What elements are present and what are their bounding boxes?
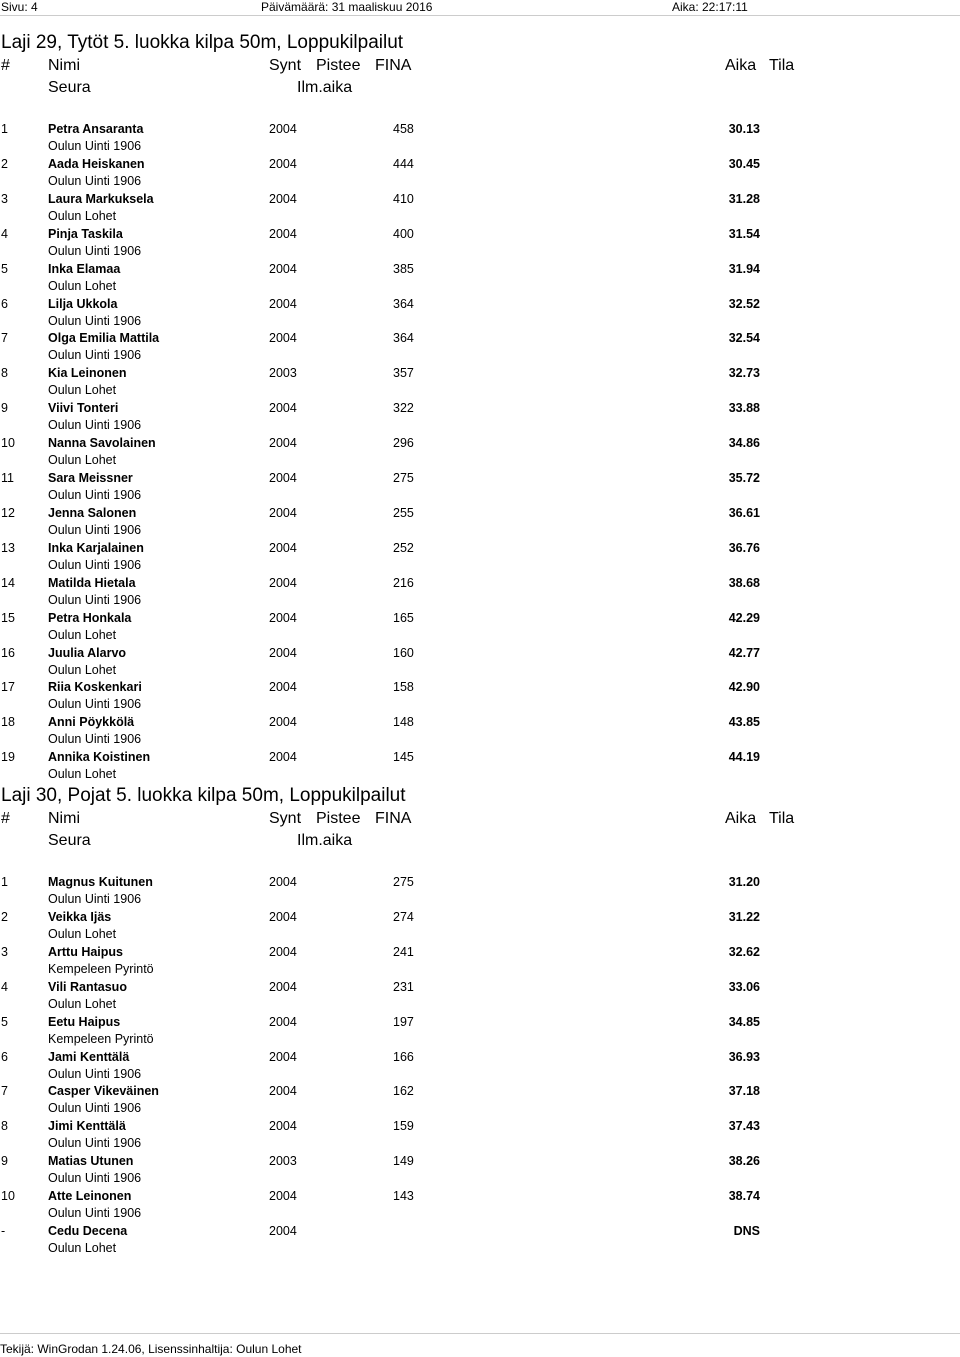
result-time: 42.29 — [728, 610, 760, 625]
club-name: Oulun Uinti 1906 — [48, 522, 142, 537]
col-yob: Synt — [269, 810, 302, 827]
result-rank: - — [1, 1224, 6, 1238]
col-fina: FINA — [375, 810, 412, 827]
fina-points: 165 — [393, 610, 414, 625]
result-rank: 1 — [1, 122, 8, 136]
club-name: Oulun Lohet — [48, 208, 117, 223]
result-time: 33.06 — [728, 979, 760, 994]
result-rank: 2 — [1, 909, 8, 924]
fina-points: 275 — [393, 875, 414, 889]
birth-year: 2004 — [269, 575, 297, 590]
birth-year: 2004 — [269, 875, 297, 889]
result-row — [0, 1050, 960, 1085]
result-rank: 3 — [1, 191, 8, 206]
result-time: 32.52 — [728, 296, 760, 311]
swimmer-name: Matilda Hietala — [48, 575, 136, 590]
result-row — [0, 1189, 960, 1224]
col-time: Aika — [725, 810, 757, 827]
result-rank: 7 — [1, 1084, 8, 1099]
result-time: 36.93 — [728, 1049, 760, 1064]
birth-year: 2004 — [269, 331, 297, 346]
result-row — [0, 366, 960, 401]
result-row — [0, 875, 960, 910]
result-row — [0, 1119, 960, 1154]
birth-year: 2004 — [269, 1224, 297, 1238]
header-divider — [0, 15, 960, 16]
club-name: Oulun Uinti 1906 — [48, 732, 142, 747]
fina-points: 364 — [393, 296, 414, 311]
club-name: Oulun Uinti 1906 — [48, 557, 142, 572]
fina-points: 162 — [393, 1084, 414, 1099]
result-rank: 7 — [1, 331, 8, 346]
result-row — [0, 611, 960, 646]
swimmer-name: Sara Meissner — [48, 471, 133, 485]
fina-points: 275 — [393, 471, 414, 485]
result-rank: 5 — [1, 1014, 8, 1029]
swimmer-name: Annika Koistinen — [48, 750, 151, 765]
result-row — [0, 471, 960, 506]
club-name: Oulun Uinti 1906 — [48, 697, 142, 712]
result-time: 30.45 — [728, 156, 760, 171]
result-time: 44.19 — [728, 750, 760, 765]
birth-year: 2004 — [269, 191, 297, 206]
result-time: 32.62 — [728, 944, 760, 959]
club-name: Oulun Lohet — [48, 453, 117, 468]
result-rank: 12 — [1, 505, 15, 520]
footer-divider — [0, 1333, 960, 1334]
fina-points: 158 — [393, 680, 414, 695]
result-rank: 14 — [1, 575, 15, 590]
col-yob: Synt — [269, 57, 302, 74]
swimmer-name: Kia Leinonen — [48, 366, 127, 381]
result-row — [0, 157, 960, 192]
result-row — [0, 715, 960, 750]
birth-year: 2004 — [269, 750, 297, 765]
fina-points: 274 — [393, 909, 414, 924]
col-club: Seura — [48, 79, 91, 96]
swimmer-name: Inka Elamaa — [48, 261, 121, 276]
col-club: Seura — [48, 832, 91, 849]
result-row — [0, 646, 960, 681]
result-row — [0, 576, 960, 611]
birth-year: 2004 — [269, 680, 297, 695]
swimmer-name: Olga Emilia Mattila — [48, 331, 160, 346]
swimmer-name: Lilja Ukkola — [48, 296, 118, 311]
swimmer-name: Cedu Decena — [48, 1224, 128, 1238]
result-time: 42.77 — [728, 645, 760, 660]
birth-year: 2004 — [269, 505, 297, 520]
col-time: Aika — [725, 57, 757, 74]
club-name: Oulun Uinti 1906 — [48, 1066, 142, 1081]
fina-points: 159 — [393, 1119, 414, 1134]
result-rank: 8 — [1, 1119, 8, 1134]
birth-year: 2003 — [269, 1154, 297, 1169]
col-rank: # — [1, 57, 10, 74]
result-row — [0, 262, 960, 297]
result-rank: 17 — [1, 680, 15, 695]
swimmer-name: Jimi Kenttälä — [48, 1119, 126, 1134]
club-name: Kempeleen Pyrintö — [48, 961, 154, 976]
result-rank: 13 — [1, 540, 15, 555]
fina-points: 252 — [393, 540, 414, 555]
birth-year: 2004 — [269, 1084, 297, 1099]
birth-year: 2004 — [269, 1049, 297, 1064]
result-time: 38.68 — [728, 575, 760, 590]
col-entry: Ilm.aika — [297, 832, 353, 849]
result-rank: 11 — [1, 471, 14, 485]
col-points: Pistee — [316, 810, 361, 827]
birth-year: 2003 — [269, 366, 297, 381]
result-row — [0, 506, 960, 541]
club-name: Oulun Uinti 1906 — [48, 173, 142, 188]
fina-points: 400 — [393, 226, 414, 241]
result-time: 42.90 — [728, 680, 760, 695]
fina-points: 385 — [393, 261, 414, 276]
footer-text: Tekijä: WinGrodan 1.24.06, Lisenssinhaltija: Oulun Lohet — [0, 1342, 302, 1356]
result-time: 43.85 — [728, 715, 760, 730]
fina-points: 143 — [393, 1189, 414, 1204]
result-rank: 6 — [1, 296, 8, 311]
club-name: Oulun Uinti 1906 — [48, 418, 142, 433]
event-title: Laji 29, Tytöt 5. luokka kilpa 50m, Loppukilpailut — [1, 32, 404, 53]
birth-year: 2004 — [269, 226, 297, 241]
club-name: Oulun Uinti 1906 — [48, 1171, 142, 1186]
club-name: Oulun Lohet — [48, 767, 117, 782]
swimmer-name: Veikka Ijäs — [48, 909, 112, 924]
fina-points: 197 — [393, 1014, 414, 1029]
fina-points: 458 — [393, 122, 414, 136]
fina-points: 322 — [393, 401, 414, 416]
fina-points: 255 — [393, 505, 414, 520]
club-name: Oulun Lohet — [48, 1241, 117, 1255]
result-rank: 4 — [1, 979, 8, 994]
birth-year: 2004 — [269, 610, 297, 625]
result-row — [0, 192, 960, 227]
birth-year: 2004 — [269, 261, 297, 276]
swimmer-name: Anni Pöykkölä — [48, 715, 135, 730]
club-name: Oulun Uinti 1906 — [48, 592, 142, 607]
club-name: Oulun Lohet — [48, 926, 117, 941]
birth-year: 2004 — [269, 122, 297, 136]
fina-points: 357 — [393, 366, 414, 381]
fina-points: 444 — [393, 156, 414, 171]
fina-points: 166 — [393, 1049, 414, 1064]
club-name: Oulun Uinti 1906 — [48, 243, 142, 258]
swimmer-name: Jami Kenttälä — [48, 1049, 130, 1064]
result-rank: 10 — [1, 1189, 15, 1204]
result-row — [0, 680, 960, 715]
swimmer-name: Nanna Savolainen — [48, 436, 156, 451]
result-row — [0, 297, 960, 332]
birth-year: 2004 — [269, 436, 297, 451]
swimmer-name: Petra Ansaranta — [48, 122, 144, 136]
result-rank: 5 — [1, 261, 8, 276]
swimmer-name: Laura Markuksela — [48, 191, 154, 206]
result-time: 38.74 — [728, 1189, 760, 1204]
result-time: 30.13 — [728, 122, 760, 136]
result-time: 34.86 — [728, 436, 760, 451]
swimmer-name: Magnus Kuitunen — [48, 875, 153, 889]
club-name: Kempeleen Pyrintö — [48, 1031, 154, 1046]
club-name: Oulun Uinti 1906 — [48, 139, 142, 153]
page-header — [0, 0, 960, 14]
result-row — [0, 945, 960, 980]
club-name: Oulun Uinti 1906 — [48, 348, 142, 363]
col-status: Tila — [769, 57, 795, 74]
result-rank: 9 — [1, 1154, 8, 1169]
fina-points: 149 — [393, 1154, 414, 1169]
birth-year: 2004 — [269, 471, 297, 485]
col-name: Nimi — [48, 57, 80, 74]
print-time: Aika: 22:17:11 — [672, 0, 748, 14]
fina-points: 145 — [393, 750, 414, 765]
club-name: Oulun Uinti 1906 — [48, 488, 142, 502]
result-time: 31.20 — [728, 875, 760, 889]
result-time: 31.94 — [728, 261, 760, 276]
club-name: Oulun Uinti 1906 — [48, 1101, 142, 1116]
birth-year: 2004 — [269, 296, 297, 311]
club-name: Oulun Lohet — [48, 627, 117, 642]
swimmer-name: Aada Heiskanen — [48, 156, 145, 171]
fina-points: 410 — [393, 191, 414, 206]
col-status: Tila — [769, 810, 795, 827]
result-row — [0, 331, 960, 366]
club-name: Oulun Uinti 1906 — [48, 313, 142, 328]
birth-year: 2004 — [269, 715, 297, 730]
swimmer-name: Casper Vikeväinen — [48, 1084, 159, 1099]
result-time: 31.54 — [728, 226, 760, 241]
result-row — [0, 436, 960, 471]
result-time: 31.28 — [728, 191, 760, 206]
col-points: Pistee — [316, 57, 361, 74]
result-row — [0, 750, 960, 785]
swimmer-name: Matias Utunen — [48, 1154, 134, 1169]
result-time: 37.18 — [728, 1084, 760, 1099]
result-rank: 2 — [1, 156, 8, 171]
result-row — [0, 122, 960, 157]
result-row — [0, 910, 960, 945]
event-title: Laji 30, Pojat 5. luokka kilpa 50m, Loppukilpailut — [1, 785, 406, 806]
col-entry: Ilm.aika — [297, 79, 353, 96]
birth-year: 2004 — [269, 540, 297, 555]
birth-year: 2004 — [269, 156, 297, 171]
birth-year: 2004 — [269, 1014, 297, 1029]
result-time: 37.43 — [728, 1119, 760, 1134]
club-name: Oulun Lohet — [48, 996, 117, 1011]
swimmer-name: Eetu Haipus — [48, 1014, 121, 1029]
fina-points: 216 — [393, 575, 414, 590]
birth-year: 2004 — [269, 979, 297, 994]
swimmer-name: Jenna Salonen — [48, 505, 137, 520]
result-time: 33.88 — [728, 401, 760, 416]
result-time: 32.54 — [728, 331, 760, 346]
result-rank: 8 — [1, 366, 8, 381]
result-row — [0, 1154, 960, 1189]
fina-points: 296 — [393, 436, 414, 451]
club-name: Oulun Lohet — [48, 278, 117, 293]
result-time: 36.61 — [728, 505, 760, 520]
birth-year: 2004 — [269, 645, 297, 660]
result-rank: 10 — [1, 436, 15, 451]
result-rank: 15 — [1, 610, 15, 625]
col-name: Nimi — [48, 810, 80, 827]
result-row — [0, 1084, 960, 1119]
birth-year: 2004 — [269, 1119, 297, 1134]
result-row — [0, 227, 960, 262]
fina-points: 231 — [393, 979, 414, 994]
birth-year: 2004 — [269, 909, 297, 924]
birth-year: 2004 — [269, 944, 297, 959]
swimmer-name: Vili Rantasuo — [48, 979, 127, 994]
result-rank: 6 — [1, 1049, 8, 1064]
swimmer-name: Arttu Haipus — [48, 944, 123, 959]
result-time: 38.26 — [728, 1154, 760, 1169]
result-rank: 19 — [1, 750, 15, 765]
result-rank: 3 — [1, 944, 8, 959]
result-time: 36.76 — [728, 540, 760, 555]
result-time: 34.85 — [728, 1014, 760, 1029]
swimmer-name: Riia Koskenkari — [48, 680, 142, 695]
result-rank: 16 — [1, 645, 15, 660]
result-time: DNS — [733, 1224, 760, 1238]
club-name: Oulun Uinti 1906 — [48, 1136, 142, 1151]
swimmer-name: Viivi Tonteri — [48, 401, 119, 416]
result-rank: 9 — [1, 401, 8, 416]
birth-year: 2004 — [269, 1189, 297, 1204]
result-row — [0, 1224, 960, 1259]
swimmer-name: Inka Karjalainen — [48, 540, 144, 555]
fina-points: 241 — [393, 944, 414, 959]
page-number: Sivu: 4 — [1, 0, 38, 14]
result-row — [0, 401, 960, 436]
fina-points: 364 — [393, 331, 414, 346]
club-name: Oulun Lohet — [48, 383, 117, 398]
result-time: 35.72 — [728, 471, 760, 485]
birth-year: 2004 — [269, 401, 297, 416]
swimmer-name: Juulia Alarvo — [48, 645, 127, 660]
result-rank: 4 — [1, 226, 8, 241]
result-time: 32.73 — [728, 366, 760, 381]
fina-points: 160 — [393, 645, 414, 660]
club-name: Oulun Lohet — [48, 662, 117, 677]
result-rank: 18 — [1, 715, 15, 730]
result-row — [0, 1015, 960, 1050]
col-fina: FINA — [375, 57, 412, 74]
result-time: 31.22 — [728, 909, 760, 924]
result-row — [0, 541, 960, 576]
print-date: Päivämäärä: 31 maaliskuu 2016 — [261, 0, 433, 14]
club-name: Oulun Uinti 1906 — [48, 1206, 142, 1221]
result-row — [0, 980, 960, 1015]
swimmer-name: Atte Leinonen — [48, 1189, 132, 1204]
result-rank: 1 — [1, 875, 8, 889]
club-name: Oulun Uinti 1906 — [48, 892, 142, 906]
swimmer-name: Petra Honkala — [48, 610, 132, 625]
swimmer-name: Pinja Taskila — [48, 226, 123, 241]
col-rank: # — [1, 810, 10, 827]
fina-points: 148 — [393, 715, 414, 730]
